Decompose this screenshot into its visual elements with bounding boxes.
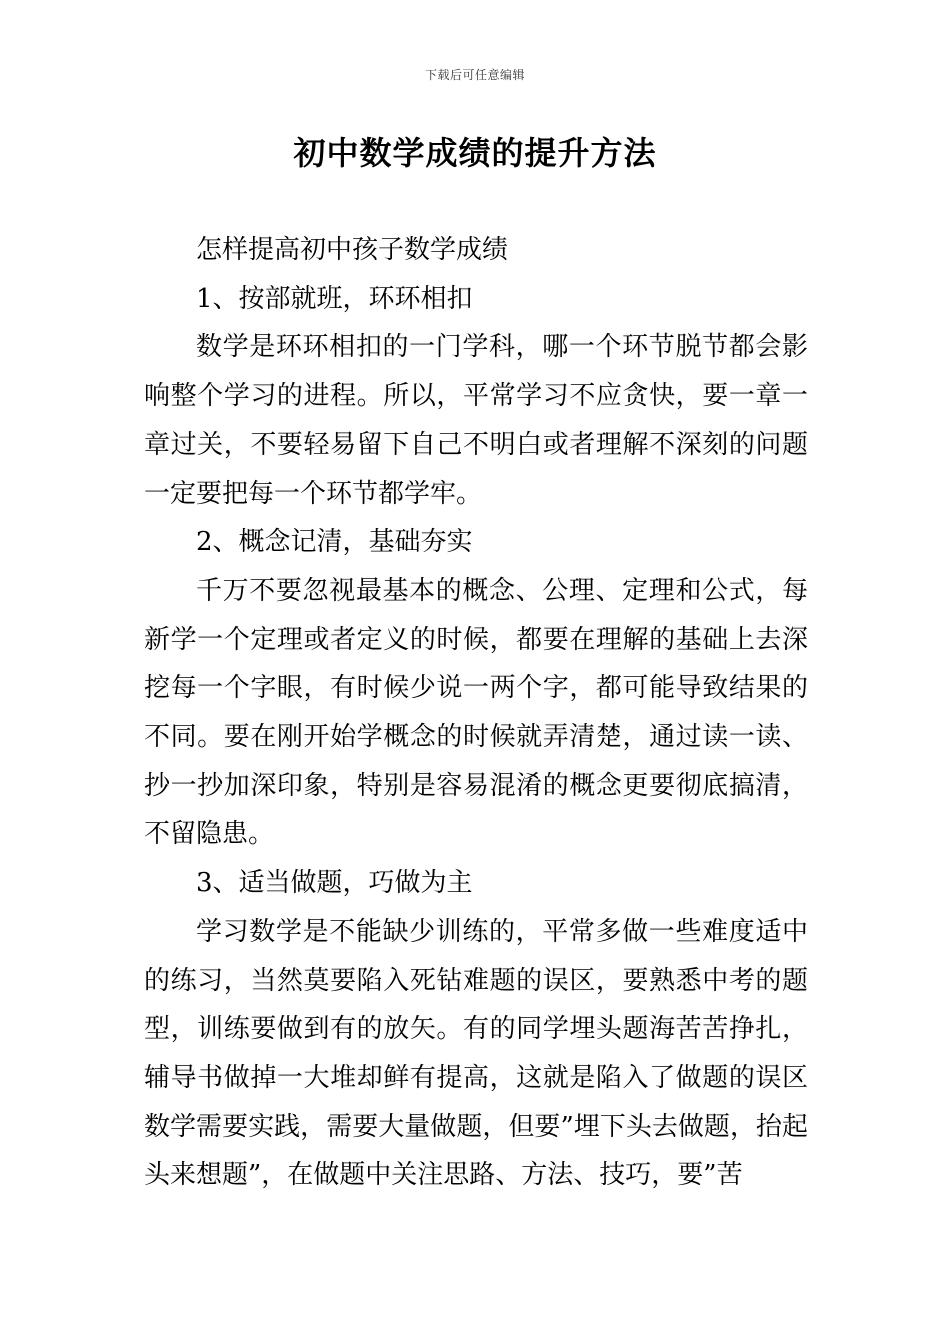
paragraph-heading-2: 2、概念记清，基础夯实 — [196, 527, 473, 558]
paragraph-text-1: 数学是环环相扣的一门学科，哪一个环节脱节都会影响整个学习的进程。所以，平常学习不应贪快，要一章一章过关，不要轻易留下自己不明白或者理解不深刻的问题一定要把每一个环节都学牢。 — [144, 332, 808, 509]
document-title: 初中数学成绩的提升方法 — [293, 134, 657, 172]
paragraph-text-2: 千万不要忽视最基本的概念、公理、定理和公式，每新学一个定理或者定义的时候，都要在理解的基础上去深挖每一个字眼，有时候少说一两个字，都可能导致结果的不同。要在刚开始学概念的时候就弄清楚，通过读一读、抄一抄加深印象，特别是容易混淆的概念更要彻底搞清，不留隐患。 — [144, 575, 808, 850]
paragraph-text-3: 学习数学是不能缺少训练的，平常多做一些难度适中的练习，当然莫要陷入死钻难题的误区，要熟悉中考的题型，训练要做到有的放矢。有的同学埋头题海苦苦挣扎，辅导书做掉一大堆却鲜有提高，这就是陷入了做题的误区数学需要实践，需要大量做题，但要”埋下头去做题，抬起头来想题”，在做题中关注思路、方法、技巧，要”苦 — [144, 916, 808, 1191]
document-body — [144, 226, 808, 1200]
header-note: 下载后可任意编辑 — [424, 68, 525, 82]
paragraph-subtitle: 怎样提高初中孩子数学成绩 — [196, 235, 509, 265]
paragraph-heading-3: 3、适当做题，巧做为主 — [196, 868, 473, 899]
paragraph-heading-1: 1、按部就班，环环相扣 — [196, 283, 473, 314]
